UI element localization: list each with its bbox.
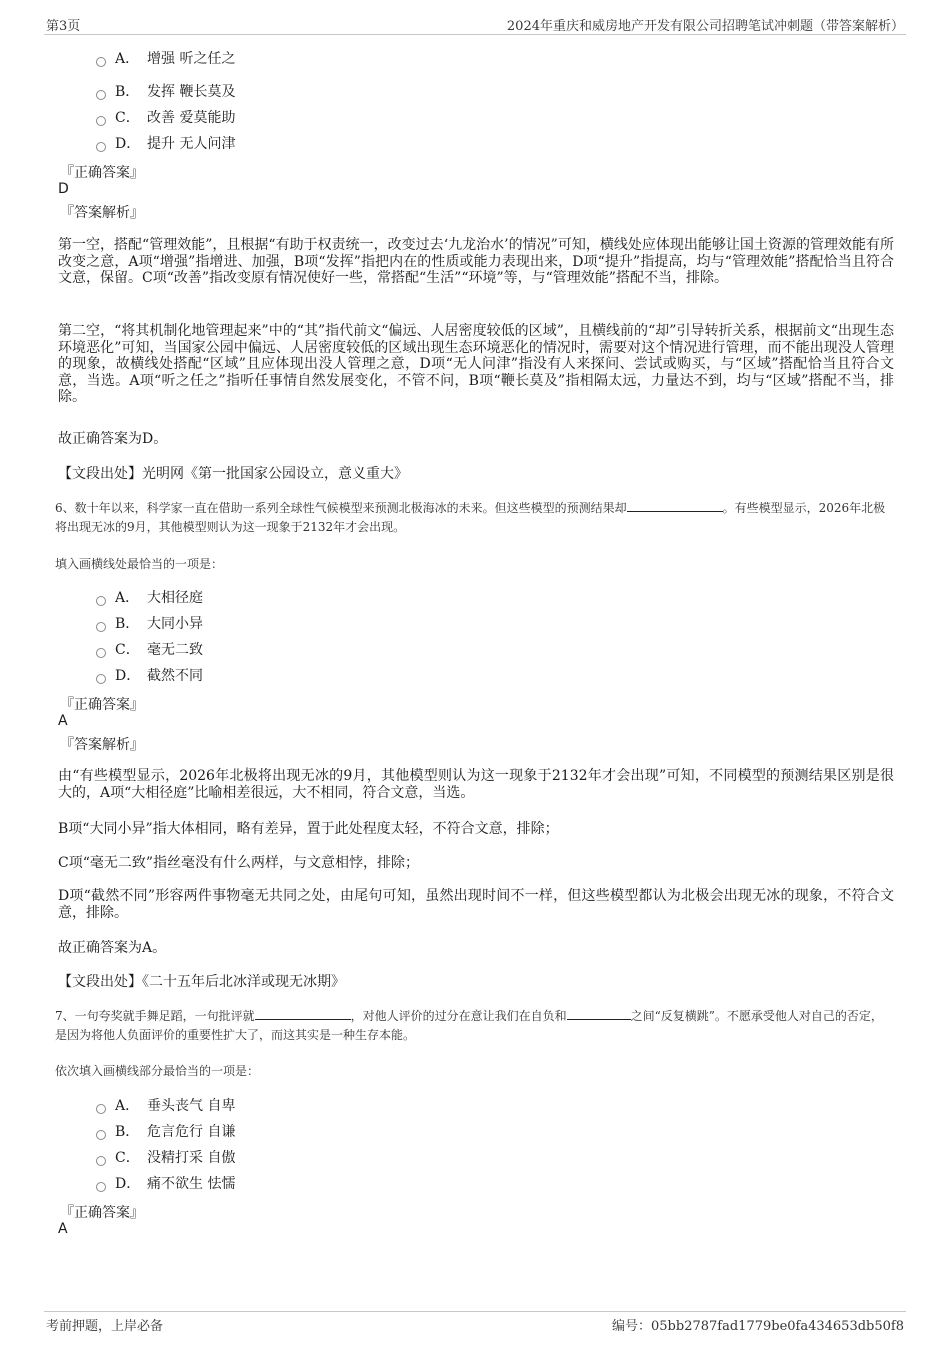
q6-analysis-paragraph-3: C项“毫无二致”指丝毫没有什么两样，与文意相悖，排除； [58,855,420,871]
document-title: 2024年重庆和威房地产开发有限公司招聘笔试冲刺题（带答案解析） [506,19,904,34]
q6-answer: A [58,713,68,729]
radio-icon[interactable] [96,622,106,632]
radio-icon[interactable] [96,57,106,67]
q6-source: 【文段出处】《二十五年后北冰洋或现无冰期》 [58,974,345,990]
radio-icon[interactable] [96,1182,106,1192]
q7-answer-label: 『正确答案』 [60,1205,144,1221]
q5-analysis-label: 『答案解析』 [60,205,144,221]
q7-stem: 7、一句夸奖就手舞足蹈，一句批评就 ，对他人评价的过分在意让我们在自负和 之间“反复横跳”。不愿承受他人对自己的否定，是因为将他人负面评价的重要性扩大了，而这其实是一种生存本能。 [55,1009,883,1042]
page-footer [44,1311,906,1332]
q6-analysis-paragraph-4: D项“截然不同”形容两件事物毫无共同之处，由尾句可知，虽然出现时间不一样，但这些模型都认为北极会出现无冰的现象，不符合文意，排除。 [58,888,894,921]
q7-blank-1 [255,1007,351,1020]
footer-slogan: 考前押题，上岸必备 [46,1319,164,1334]
q6-analysis-label: 『答案解析』 [60,737,144,753]
q6-analysis-paragraph-2: B项“大同小异”指大体相同，略有差异，置于此处程度太轻，不符合文意，排除； [58,821,559,837]
page-number: 第3页 [46,19,81,34]
q5-option-d[interactable]: D． 提升 无人问津 [96,133,235,155]
q7-blank-2 [567,1007,631,1020]
q6-blank [627,499,723,512]
q5-analysis-paragraph-1: 第一空，搭配“管理效能”，且根据“有助于权责统一，改变过去‘九龙治水’的情况”可知，横线处应体现出能够让国土资源的管理效能有所改变之意，A项“增强”指增进、加强，B项“发挥”指把内在的性质或能力表现出来，D项“提升”指提高，均与“管理效能”搭配恰当且符合文意，保留。C项“改善”指改变原有情况使好一些，常搭配“生活”“环境”等，与“管理效能”搭配不当，排除。 [58,237,894,286]
q5-answer-label: 『正确答案』 [60,165,144,181]
radio-icon[interactable] [96,596,106,606]
q6-conclusion: 故正确答案为A。 [58,940,167,956]
radio-icon[interactable] [96,1104,106,1114]
q5-source: 【文段出处】光明网《第一批国家公园设立，意义重大》 [58,466,408,482]
q6-option-c[interactable]: C． 毫无二致 [96,639,203,661]
radio-icon[interactable] [96,90,106,100]
radio-icon[interactable] [96,1156,106,1166]
q7-option-d[interactable]: D． 痛不欲生 怯懦 [96,1173,235,1195]
q7-option-a[interactable]: A． 垂头丧气 自卑 [96,1095,235,1117]
radio-icon[interactable] [96,648,106,658]
q6-option-a[interactable]: A． 大相径庭 [96,587,203,609]
radio-icon[interactable] [96,674,106,684]
q5-conclusion: 故正确答案为D。 [58,431,168,447]
q5-option-b[interactable]: B． 发挥 鞭长莫及 [96,81,235,103]
q6-instruction: 填入画横线处最恰当的一项是： [55,557,224,571]
radio-icon[interactable] [96,1130,106,1140]
q7-option-b[interactable]: B． 危言危行 自谦 [96,1121,235,1143]
q6-option-b[interactable]: B． 大同小异 [96,613,203,635]
q6-analysis-paragraph-1: 由“有些模型显示，2026年北极将出现无冰的9月，其他模型则认为这一现象于2132年才会出现”可知，不同模型的预测结果区别是很大的，A项“大相径庭”比喻相差很远，大不相同，符合文意，当选。 [58,768,894,801]
radio-icon[interactable] [96,116,106,126]
footer-serial: 编号：05bb2787fad1779be0fa434653db50f8 [612,1319,904,1334]
q6-option-d[interactable]: D． 截然不同 [96,665,203,687]
q7-instruction: 依次填入画横线部分最恰当的一项是： [55,1064,260,1078]
page-header [44,14,906,35]
q5-option-c[interactable]: C． 改善 爱莫能助 [96,107,235,129]
q5-analysis-paragraph-2: 第二空，“将其机制化地管理起来”中的“其”指代前文“偏远、人居密度较低的区域”，且横线前的“却”引导转折关系，根据前文“出现生态环境恶化”可知，当国家公园中偏远、人居密度较低的区域出现生态环境恶化的情况时，需要对这个情况进行管理，而不能出现没人管理的现象，故横线处搭配“区域”且应体现出没人管理之意，D项“无人问津”指没有人来探问、尝试或购买，与“区域”搭配恰当且符合文意，当选。A项“听之任之”指听任事情自然发展变化，不管不问，B项“鞭长莫及”指相隔太远，力量达不到，均与“区域”搭配不当，排除。 [58,323,894,405]
q6-answer-label: 『正确答案』 [60,697,144,713]
radio-icon[interactable] [96,142,106,152]
q7-answer: A [58,1221,68,1237]
q5-option-a[interactable]: A． 增强 听之任之 [96,48,235,70]
q7-option-c[interactable]: C． 没精打采 自傲 [96,1147,235,1169]
q6-stem: 6、数十年以来，科学家一直在借助一系列全球性气候模型来预测北极海冰的未来。但这些模型的预测结果却 。有些模型显示，2026年北极将出现无冰的9月，其他模型则认为这一现象于2132年才会出现。 [55,501,886,534]
q5-answer: D [58,181,69,197]
